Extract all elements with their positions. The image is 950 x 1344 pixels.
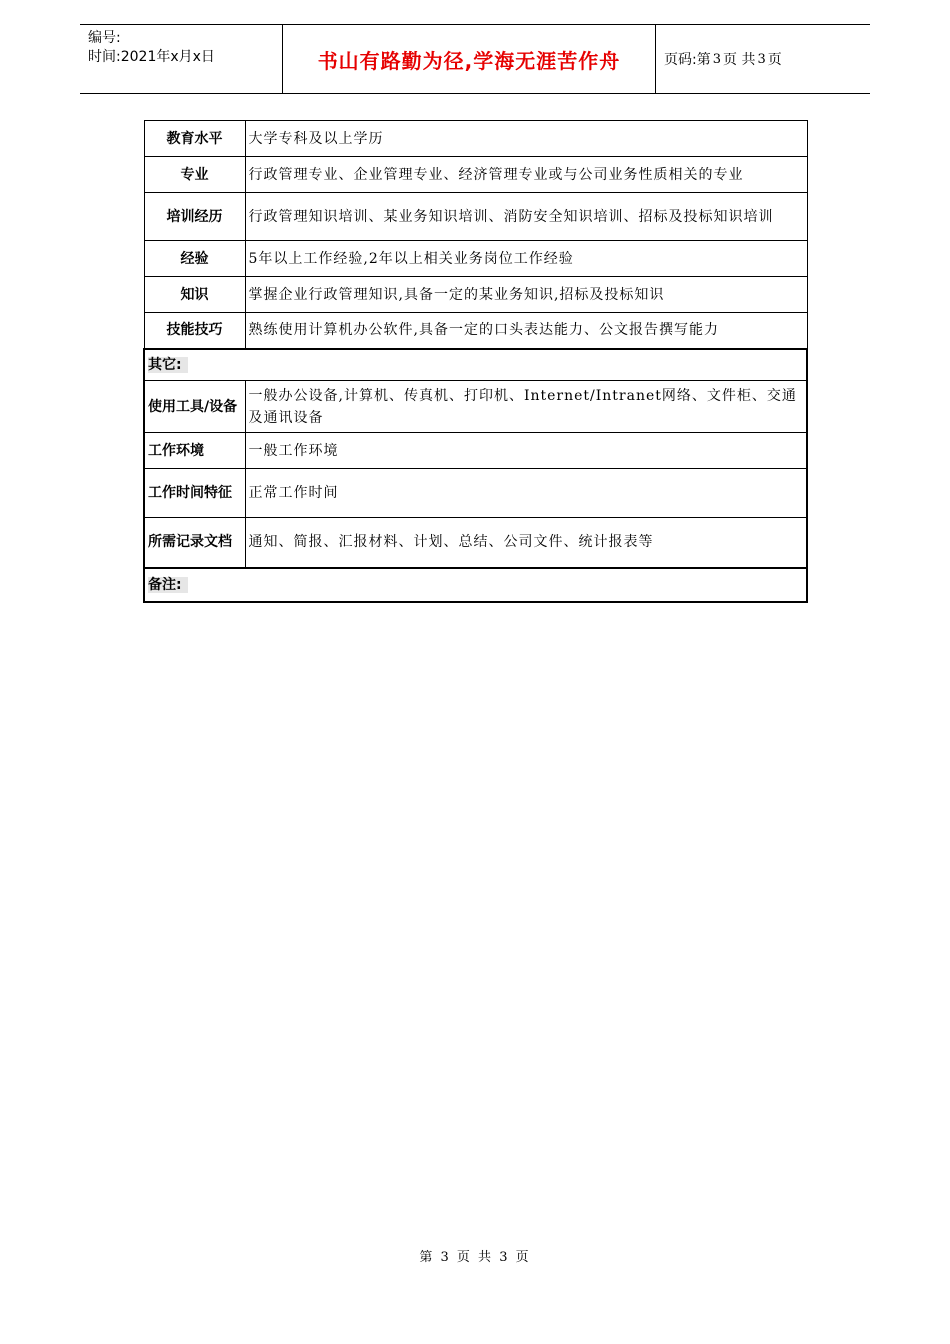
table-row: [144, 157, 807, 193]
table-row: [144, 433, 807, 469]
notes-label: 备注:: [148, 577, 188, 593]
qualification-table: [143, 120, 808, 603]
row-label: 工作时间特征: [144, 469, 245, 518]
document-date: 时间:2021年x月x日: [88, 49, 215, 65]
row-label: 知识: [144, 277, 245, 313]
document-number-label: 编号:: [88, 30, 121, 46]
row-value: 5年以上工作经验,2年以上相关业务岗位工作经验: [245, 241, 807, 277]
row-value: 通知、简报、汇报材料、计划、总结、公司文件、统计报表等: [245, 518, 807, 568]
section-title: 其它:: [148, 357, 188, 373]
header-meta: [88, 29, 288, 67]
page-current: 3: [712, 51, 721, 67]
notes-row: [144, 568, 807, 602]
row-value: 掌握企业行政管理知识,具备一定的某业务知识,招标及投标知识: [245, 277, 807, 313]
row-label: 技能技巧: [144, 313, 245, 349]
page-of-label: 页 共: [723, 52, 756, 68]
table-row: [144, 381, 807, 433]
table-row: [144, 193, 807, 241]
table-row: [144, 121, 807, 157]
row-value: 熟练使用计算机办公软件,具备一定的口头表达能力、公文报告撰写能力: [245, 313, 807, 349]
table-row: [144, 469, 807, 518]
table-row: [144, 518, 807, 568]
row-value: 一般办公设备,计算机、传真机、打印机、Internet/Intranet网络、文件柜、交通及通讯设备: [245, 381, 807, 433]
row-label: 使用工具/设备: [144, 381, 245, 433]
row-value: 大学专科及以上学历: [245, 121, 807, 157]
header-motto: 书山有路勤为径,学海无涯苦作舟: [282, 25, 656, 93]
row-value: 行政管理知识培训、某业务知识培训、消防安全知识培训、招标及投标知识培训: [245, 193, 807, 241]
row-value: 一般工作环境: [245, 433, 807, 469]
row-value: 行政管理专业、企业管理专业、经济管理专业或与公司业务性质相关的专业: [245, 157, 807, 193]
row-label: 经验: [144, 241, 245, 277]
row-label: 培训经历: [144, 193, 245, 241]
page-footer: 第 3 页 共 3 页: [419, 1250, 531, 1265]
table-row: [144, 277, 807, 313]
row-label: 教育水平: [144, 121, 245, 157]
row-label: 专业: [144, 157, 245, 193]
row-value: 正常工作时间: [245, 469, 807, 518]
page-label: 页码:第: [664, 52, 711, 68]
row-label: 所需记录文档: [144, 518, 245, 568]
table-row: [144, 313, 807, 349]
page-total: 3: [757, 51, 766, 67]
table-row: [144, 241, 807, 277]
header-page-info: [664, 25, 870, 93]
section-header-other: [144, 349, 807, 381]
page-suffix: 页: [767, 52, 782, 68]
row-label: 工作环境: [144, 433, 245, 469]
page-header: [80, 24, 870, 94]
